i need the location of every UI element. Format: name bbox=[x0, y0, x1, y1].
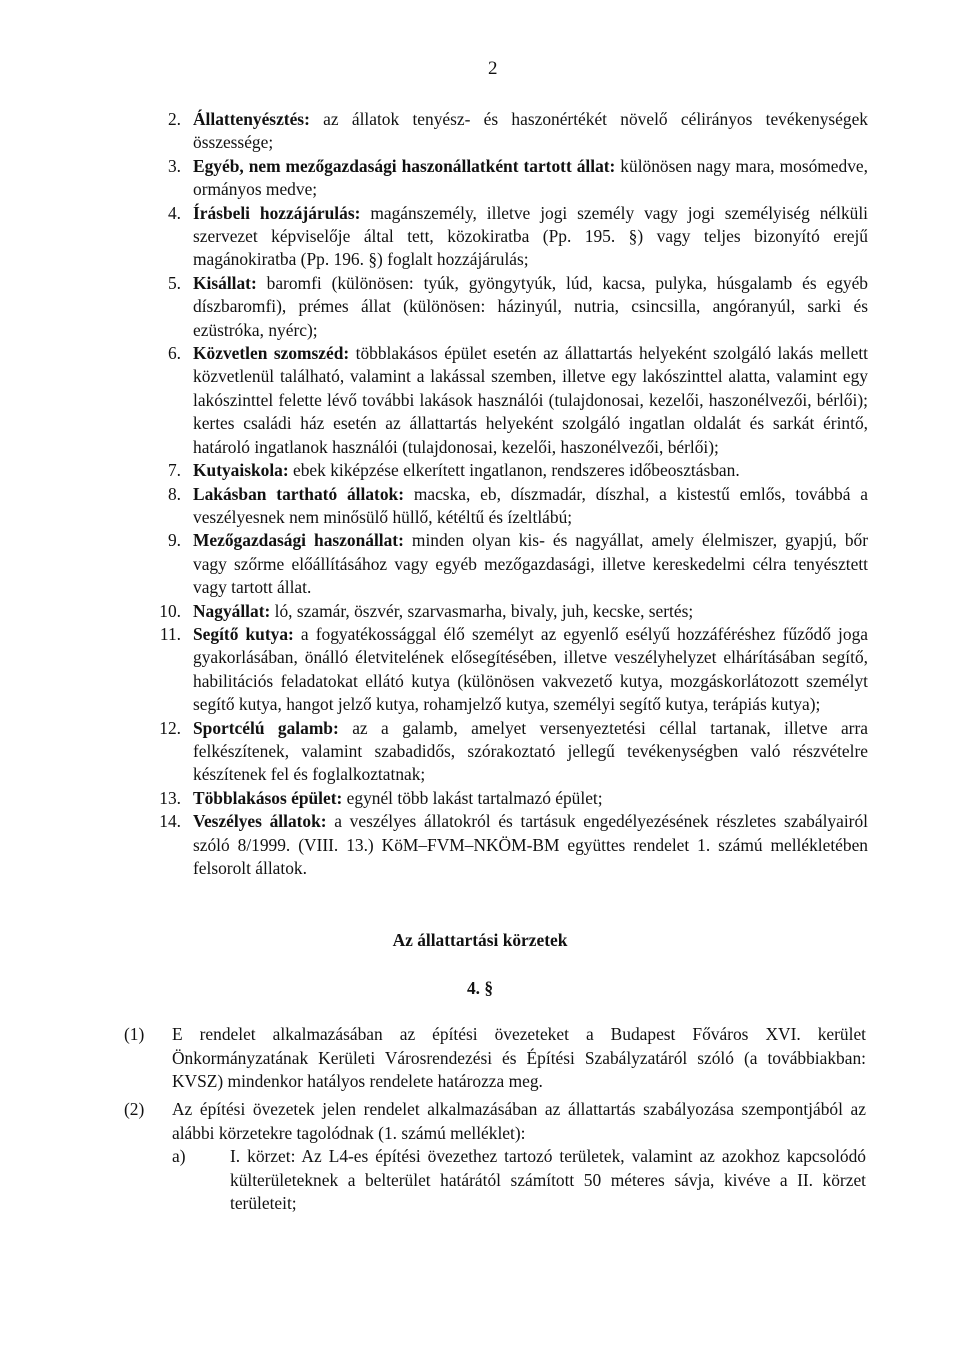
definition-item bbox=[167, 155, 868, 202]
page-number: 2 bbox=[488, 58, 498, 79]
definition-number: 7. bbox=[167, 460, 181, 481]
definition-text: a fogyatékossággal élő személyt az egyenlő esélyű hozzáféréshez fűződő joga gyakorlásában, önálló életvitelének elősegítésében, illetve veszélyhelyzet elhárításában segítő, habilitációs feladatokat ellátó kutya (különösen vakvezető kutya, mozgáskorlátozott személyt segítő kutya, hangot jelző kutya, rohamjelző kutya, személyi segítő kutya, terápiás kutya); bbox=[193, 623, 868, 715]
definition-text: magánszemély, illetve jogi személy vagy jogi személyiség nélküli szervezet képviselője által tett, közokiratba (Pp. 195. §) vagy teljes bizonyító erejű magánokiratba (Pp. 196. §) foglalt hozzájárulás; bbox=[193, 202, 868, 270]
paragraph-text: Az építési övezetek jelen rendelet alkalmazásában az állattartás szabályozása szempontjából az alábbi körzetekre tagolódnak (1. számú melléklet): bbox=[172, 1099, 866, 1143]
definition-text: különösen nagy mara, mosómedve, ormányos medve; bbox=[193, 155, 868, 200]
definition-item bbox=[167, 342, 868, 459]
definition-item bbox=[159, 600, 868, 623]
definition-term: Közvetlen szomszéd: bbox=[193, 343, 350, 364]
paragraph-number: (1) bbox=[124, 1024, 145, 1044]
definition-item bbox=[167, 459, 868, 482]
subitem-number: a) bbox=[172, 1146, 186, 1166]
definition-number: 8. bbox=[167, 483, 181, 504]
definition-number: 9. bbox=[167, 530, 181, 551]
section-title: Az állattartási körzetek bbox=[392, 930, 568, 950]
definition-item bbox=[159, 717, 868, 787]
subitem-text: I. körzet: Az L4-es építési övezethez tartozó területek, valamint az azokhoz kapcsolódó külterületeknek a belterület határától számított 50 méteres sávja, kivéve a II. körzet területeit; bbox=[230, 1146, 866, 1213]
definition-item bbox=[167, 272, 868, 342]
definition-item bbox=[159, 810, 868, 880]
definition-term: Egyéb, nem mezőgazdasági haszonállatként tartott állat: bbox=[193, 155, 616, 176]
definition-term: Mezőgazdasági haszonállat: bbox=[193, 530, 404, 551]
definition-number: 14. bbox=[159, 811, 181, 832]
definition-term: Nagyállat: bbox=[193, 600, 271, 621]
definition-text: a veszélyes állatokról és tartásuk engedélyezésének részletes szabályairól szóló 8/1999. (VIII. 13.) KöM–FVM–NKÖM-BM együttes rendelet 1. számú mellékletében felsorolt állatok. bbox=[193, 811, 868, 878]
definition-term: Kutyaiskola: bbox=[193, 460, 289, 481]
definition-term: Kisállat: bbox=[193, 272, 257, 293]
definition-term: Segítő kutya: bbox=[193, 623, 294, 644]
definition-number: 10. bbox=[159, 600, 181, 621]
definition-number: 11. bbox=[159, 623, 181, 644]
definition-item bbox=[167, 483, 868, 530]
paragraph-1 bbox=[124, 1023, 866, 1094]
definition-item bbox=[167, 202, 868, 272]
definition-text: az a galamb, amelyet versenyeztetési céllal tartanak, illetve arra felkészítenek, valamint szabadidős, szórakoztató jellegű tevékenységben való részvételre készítenek fel és foglalkoztatnak; bbox=[193, 717, 868, 785]
definition-text: baromfi (különösen: tyúk, gyöngytyúk, lúd, kacsa, pulyka, húsgalamb és egyéb díszbaromfi), prémes állat (különösen: házinyúl, nutria, csincsilla, angóranyúl, sarki és ezüstróka, nyérc); bbox=[193, 272, 868, 340]
paragraph-number: (2) bbox=[124, 1099, 145, 1119]
definition-text: az állatok tenyész- és haszonértékét növelő célirányos tevékenységek összessége; bbox=[193, 109, 868, 153]
definition-item bbox=[167, 529, 869, 599]
definition-text: macska, eb, díszmadár, díszhal, a kistestű emlős, továbbá a veszélyesnek nem minősülő hüllő, kétéltű és ízeltlábú; bbox=[193, 483, 868, 527]
definition-text: ebek kiképzése elkerített ingatlanon, rendszeres időbeosztásban. bbox=[288, 460, 740, 481]
definition-text: egynél több lakást tartalmazó épület; bbox=[342, 787, 603, 808]
definition-term: Állattenyésztés: bbox=[193, 109, 310, 129]
definition-number: 13. bbox=[159, 787, 181, 808]
definition-text: ló, szamár, öszvér, szarvasmarha, bivaly, juh, kecske, sertés; bbox=[270, 600, 694, 621]
definition-term: Sportcélú galamb: bbox=[193, 717, 339, 738]
subitem-a bbox=[172, 1145, 866, 1216]
definition-term: Veszélyes állatok: bbox=[193, 811, 327, 832]
definition-term: Írásbeli hozzájárulás: bbox=[193, 202, 361, 223]
definition-number: 12. bbox=[159, 717, 181, 738]
paragraph-text: E rendelet alkalmazásában az építési övezeteket a Budapest Főváros XVI. kerület Önkormányzatának Kerületi Városrendezési és Építési Szabályzatáról szóló (a továbbiakban: KVSZ) mindenkor hatályos rendelete határozza meg. bbox=[172, 1024, 866, 1091]
definition-number: 2. bbox=[167, 109, 181, 129]
definition-term: Többlakásos épület: bbox=[193, 787, 343, 808]
definition-item bbox=[159, 787, 868, 810]
definition-item bbox=[159, 623, 868, 717]
definitions-list bbox=[0, 108, 960, 880]
section-number: 4. § bbox=[466, 978, 494, 998]
definition-number: 4. bbox=[167, 202, 181, 223]
definition-number: 5. bbox=[167, 272, 181, 293]
paragraph-2 bbox=[124, 1098, 866, 1145]
definition-item bbox=[167, 108, 868, 155]
definition-number: 6. bbox=[167, 343, 181, 364]
definition-text: többlakásos épület esetén az állattartás helyeként szolgáló lakás mellett közvetlenül található, valamint a lakással szemben, illetve egy lakószinttel alatta, valamint egy lakószinttel felette lévő további lakások használói (tulajdonosai, kezelői, haszonélvezői, bérlői); kertes családi ház esetén az állattartás helyeként szolgáló ingatlan oldalát és sarkát érintő, határoló ingatlanok használói (tulajdonosai, kezelői, haszonélvezői, bérlői); bbox=[193, 343, 868, 457]
definition-text: minden olyan kis- és nagyállat, amely élelmiszer, gyapjú, bőr vagy szőrme előállításához vagy egyéb mezőgazdasági, illetve kereskedelmi célra tenyésztett vagy tartott állat. bbox=[193, 530, 869, 598]
definition-term: Lakásban tartható állatok: bbox=[193, 483, 404, 504]
definition-number: 3. bbox=[167, 155, 181, 176]
